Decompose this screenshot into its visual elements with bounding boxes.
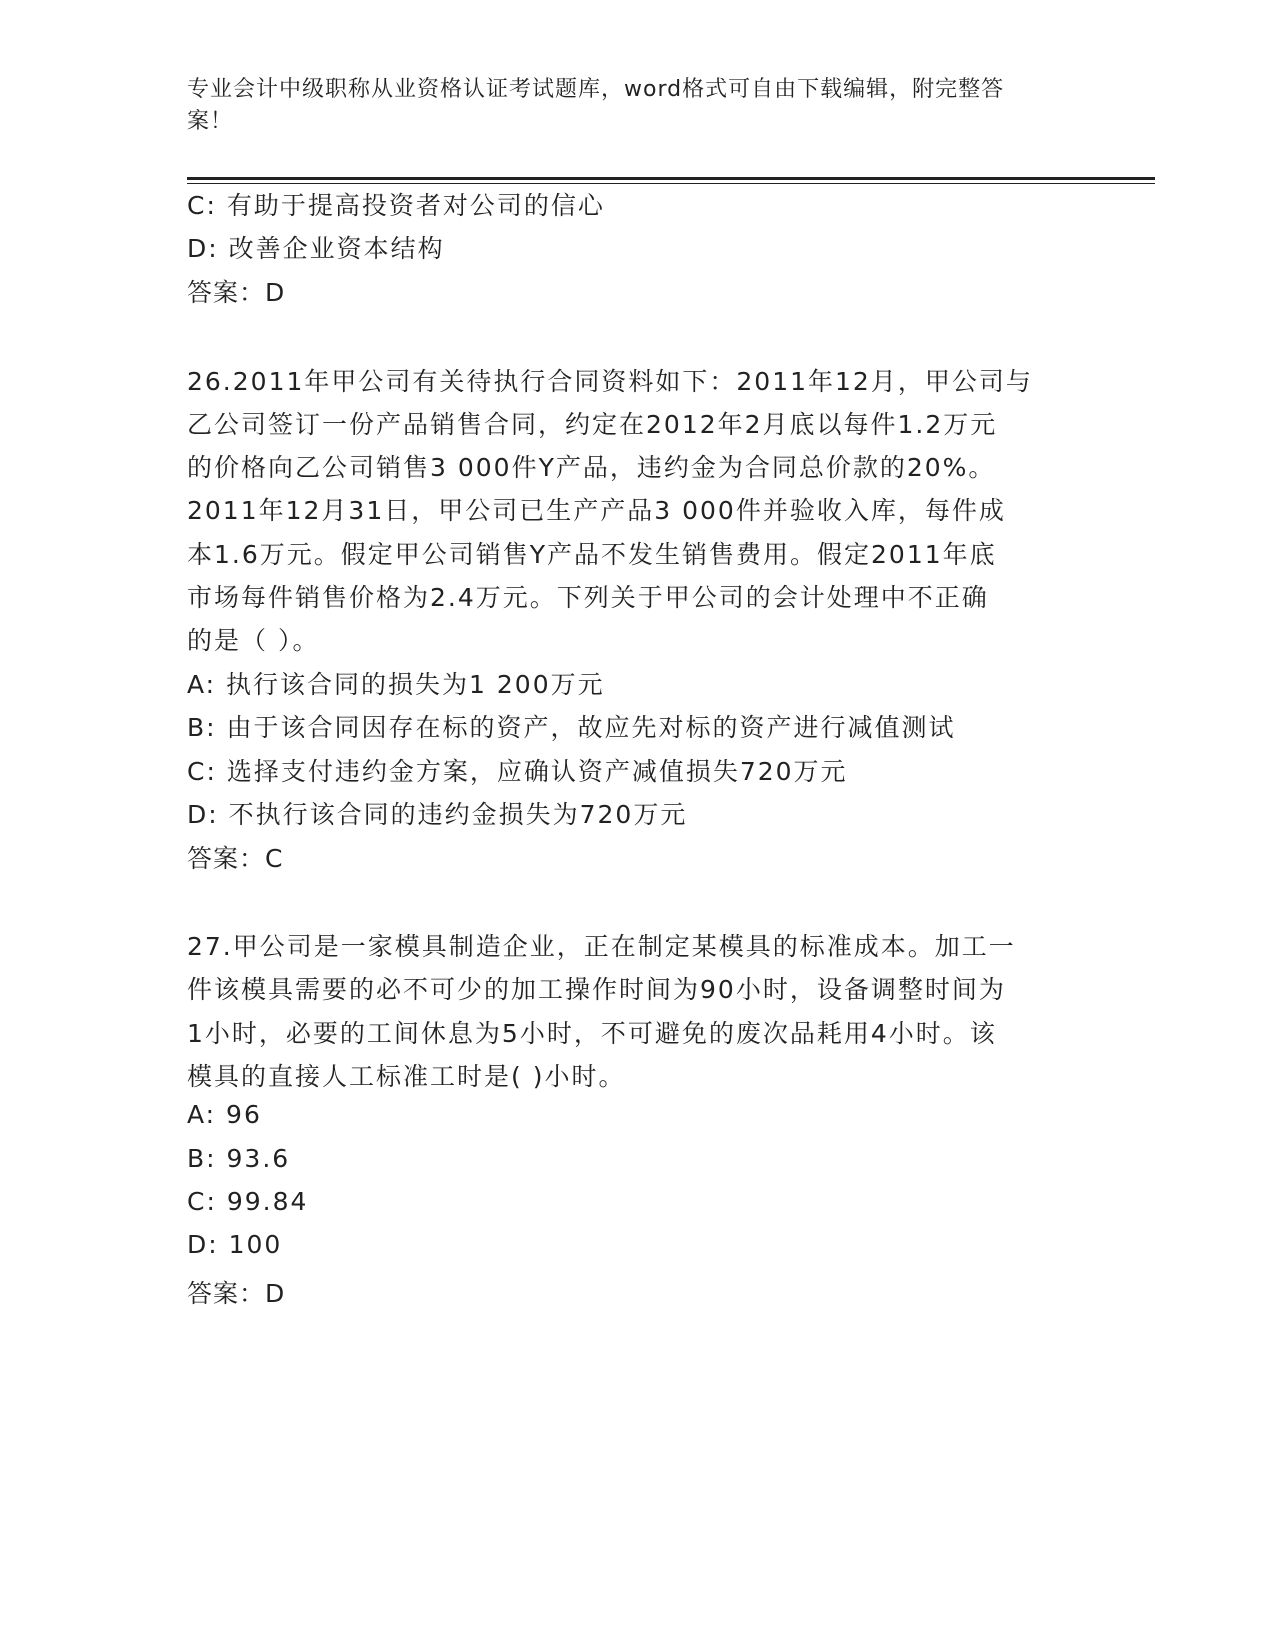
q27-stem-line-1: 27.甲公司是一家模具制造企业，正在制定某模具的标准成本。加工一 bbox=[187, 932, 1016, 961]
header-line-2: 案！ bbox=[187, 109, 234, 134]
q26-option-d: D: 不执行该合同的违约金损失为720万元 bbox=[187, 800, 688, 829]
q26-stem-line-3: 的价格向乙公司销售3 000件Y产品，违约金为合同总价款的20%。 bbox=[187, 453, 996, 482]
q26-stem-line-7: 的是（ ）。 bbox=[187, 626, 320, 655]
q27-stem-line-2: 件该模具需要的必不可少的加工操作时间为90小时，设备调整时间为 bbox=[187, 975, 1006, 1004]
header-rule-thin bbox=[187, 183, 1155, 184]
q26-option-c: C: 选择支付违约金方案，应确认资产减值损失720万元 bbox=[187, 757, 848, 786]
q26-option-a: A: 执行该合同的损失为1 200万元 bbox=[187, 670, 605, 699]
q27-answer: 答案：D bbox=[187, 1279, 286, 1308]
header-line-1: 专业会计中级职称从业资格认证考试题库，word格式可自由下载编辑，附完整答 bbox=[187, 77, 1005, 102]
q27-option-a: A: 96 bbox=[187, 1100, 262, 1129]
q27-stem-line-3: 1小时，必要的工间休息为5小时，不可避免的废次品耗用4小时。该 bbox=[187, 1019, 997, 1048]
document-header bbox=[187, 74, 1067, 138]
q26-stem-line-1: 26.2011年甲公司有关待执行合同资料如下：2011年12月，甲公司与 bbox=[187, 367, 1033, 396]
q26-stem-line-2: 乙公司签订一份产品销售合同，约定在2012年2月底以每件1.2万元 bbox=[187, 410, 998, 439]
q26-option-b: B: 由于该合同因存在标的资产，故应先对标的资产进行减值测试 bbox=[187, 713, 956, 742]
q26-answer: 答案：C bbox=[187, 844, 284, 873]
q25-option-c: C: 有助于提高投资者对公司的信心 bbox=[187, 191, 605, 220]
q27-option-c: C: 99.84 bbox=[187, 1187, 309, 1216]
q26-stem-line-6: 市场每件销售价格为2.4万元。下列关于甲公司的会计处理中不正确 bbox=[187, 583, 989, 612]
q27-option-b: B: 93.6 bbox=[187, 1144, 291, 1173]
q25-option-d: D: 改善企业资本结构 bbox=[187, 234, 445, 263]
q26-stem-line-5: 本1.6万元。假定甲公司销售Y产品不发生销售费用。假定2011年底 bbox=[187, 540, 997, 569]
q27-option-d: D: 100 bbox=[187, 1230, 283, 1259]
q25-answer: 答案：D bbox=[187, 278, 286, 307]
q27-stem-line-4: 模具的直接人工标准工时是( )小时。 bbox=[187, 1062, 626, 1091]
q26-stem-line-4: 2011年12月31日，甲公司已生产产品3 000件并验收入库，每件成 bbox=[187, 496, 1006, 525]
header-rule-thick bbox=[187, 177, 1155, 180]
